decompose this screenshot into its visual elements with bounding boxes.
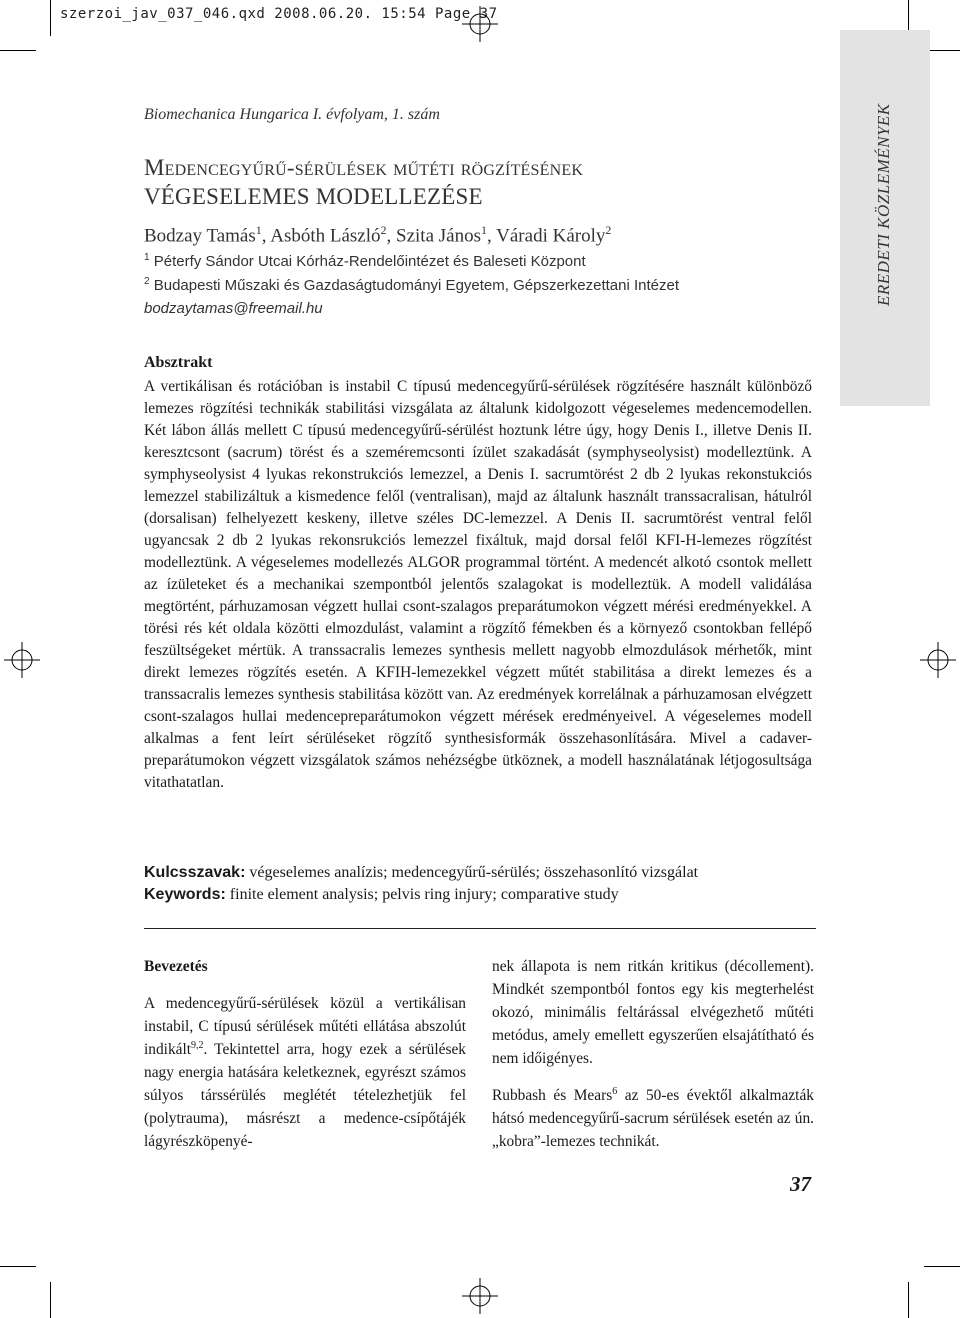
author-email-link[interactable]: bodzaytamas@freemail.hu [144,300,323,317]
page-number: 37 [790,1172,811,1196]
affiliation-text: Péterfy Sándor Utcai Kórház-Rendelőintézet és Baleseti Központ [153,253,586,270]
crop-mark [50,1282,51,1318]
body-column-left [144,955,466,1167]
body-column-right [492,955,814,1167]
body-paragraph [492,1084,814,1153]
slug-line: szerzoi_jav_037_046.qxd 2008.06.20. 15:54 Page 37 [60,6,498,22]
keywords-label: Kulcsszavak: [144,864,246,881]
keywords-en [144,886,619,904]
crop-mark [924,1266,960,1267]
keywords-text: végeselemes analízis; medencegyűrű-sérülés; összehasonlító vizsgálat [245,864,699,881]
affiliation [144,252,586,270]
title-line: VÉGESELEMES MODELLEZÉSE [144,184,483,209]
author-affiliation-sup: 1 [480,223,487,237]
affiliation-text: Budapesti Műszaki és Gazdaságtudományi Egyetem, Gépszerkezettani Intézet [153,277,680,294]
title-line: Medencegyűrű-sérülések műtéti rögzítésének [144,155,584,180]
affiliation-sup: 1 [144,252,150,263]
section-divider [144,928,816,929]
body-text: Rubbash és Mears [492,1087,613,1104]
keywords-hu [144,864,698,882]
journal-header: Biomechanica Hungarica I. évfolyam, 1. szám [144,106,440,123]
abstract-text: A vertikálisan és rotációban is instabil C típusú medencegyűrű-sérülések rögzítésére használt különböző lemezes rögzítési technikák stabilitási vizsgálata az általunk kidolgozott végeselemes medencemodellen. Két lábon állás mellett C típusú medencegyűrű-sérülést hoztunk létre úgy, hogy Denis I., illetve Denis II. keresztcsont (sacrum) törést és a szeméremcsonti ízület szakadását (symphyseolysist) modelleztünk. A symphyseolysist 4 lyukas rekonstrukciós lemezzel, a Denis I. sacrumtörést 2 db 2 lyukas rekonstukciós lemezzel stabilizáltuk a kismedence felől (ventralisan), majd az általunk használt transsacralisan, hátulról (dorsalisan) felhelyezett keskeny, illetve széles DC-lemezzel. A Denis II. sacrumtörést ventral felől ugyancsak 2 db 2 lyukas rekonsrukciós lemezzel fixáltuk, majd dorsal felől KFI-H-lemezes rögzítést modelleztünk. A végeselemes modellezés ALGOR programmal történt. A medencét alkotó csontok mellett az ízületeket és a mechanikai szempontból jelentős szalagokat is modelleztük. A modell validálása megtörtént, párhuzamosan végzett hullai csont-szalagos preparátumokon végzett mérési eredményekkel. A törési rés két oldala közötti elmozdulást, valamint a rögzítő fémekben és a környező csontokban fellépő feszültségeket mértük. A transsacralis lemezes synthesis mellett nagyobb elmozdulások mérhetők, mint direkt lemezes rögzítés esetén. A KFIH-lemezekkel végzett műtét stabilitása a direkt lemezes és a transsacralis lemezes synthesis stabilitása között van. Az eredmények korrelálnak a párhuzamosan elvégzett csont-szalagos hullai medencepreparátumokon végzett mérések eredményeivel. A végeselemes modell alkalmas a fent leírt sérüléseket rögzítő synthesisformák összehasonlítására. Mivel a cadaver-preparátumokon végzett vizsgálatok számos nehézségbe ütköznek, a modell használatának létjogosultsága vitathatatlan. [144,378,812,791]
crop-mark [50,0,51,36]
author-name: Bodzay Tamás [144,225,256,247]
body-paragraph: nek állapota is nem ritkán kritikus (décollement). Mindkét szempontból fontos egy kis megterhelést okozó, minimális feltárással elvégezhető műtéti metódus, amely emellett egyszerűen elsajátítható és nem időigényes. [492,958,814,1067]
affiliation-sup: 2 [144,276,150,287]
citation-sup: 9,2 [191,1039,204,1051]
article-title [144,153,824,211]
body-text: A medencegyűrű-sérülések közül a vertikálisan instabil, C típusú sérülések műtéti ellátása abszolút indikált [144,995,466,1058]
registration-mark-icon [462,6,498,42]
crop-mark [0,50,36,51]
abstract-heading: Absztrakt [144,354,213,371]
author-name: Szita János [396,225,481,247]
citation-sup: 6 [612,1085,618,1097]
author-affiliation-sup: 2 [605,223,612,237]
affiliation [144,276,679,294]
author-affiliation-sup: 1 [255,223,262,237]
body-text: az 50-es évektől alkalmazták hátsó medencegyűrű-sacrum sérülések esetén az ún. „kobra”-lemezes technikát. [492,1087,814,1150]
author-list: Bodzay Tamás$^1$, Asbóth László$^2$, Szita János$^1$, Váradi Károly$^2$ [144,223,612,247]
author-affiliation-sup: 2 [380,223,387,237]
author-name: Asbóth László [270,225,381,247]
body-text: . Tekintettel arra, hogy ezek a sérülések nagy energia hatására keletkeznek, egyrészt számos súlyos társsérülés meglétét tételezhetjük fel (polytrauma), másrészt a medence-csípőtájék lágyrészköpenyé- [144,1041,466,1150]
author-name: Váradi Károly [496,225,606,247]
body-paragraph [144,992,466,1153]
section-heading: Bevezetés [144,958,208,975]
registration-mark-icon [920,642,956,678]
registration-mark-icon [4,642,40,678]
crop-mark [908,1282,909,1318]
registration-mark-icon [462,1278,498,1314]
crop-mark [0,1266,36,1267]
keywords-label: Keywords: [144,886,226,903]
section-label: EREDETI KÖZLEMÉNYEK [874,103,893,306]
keywords-text: finite element analysis; pelvis ring injury; comparative study [225,886,619,903]
